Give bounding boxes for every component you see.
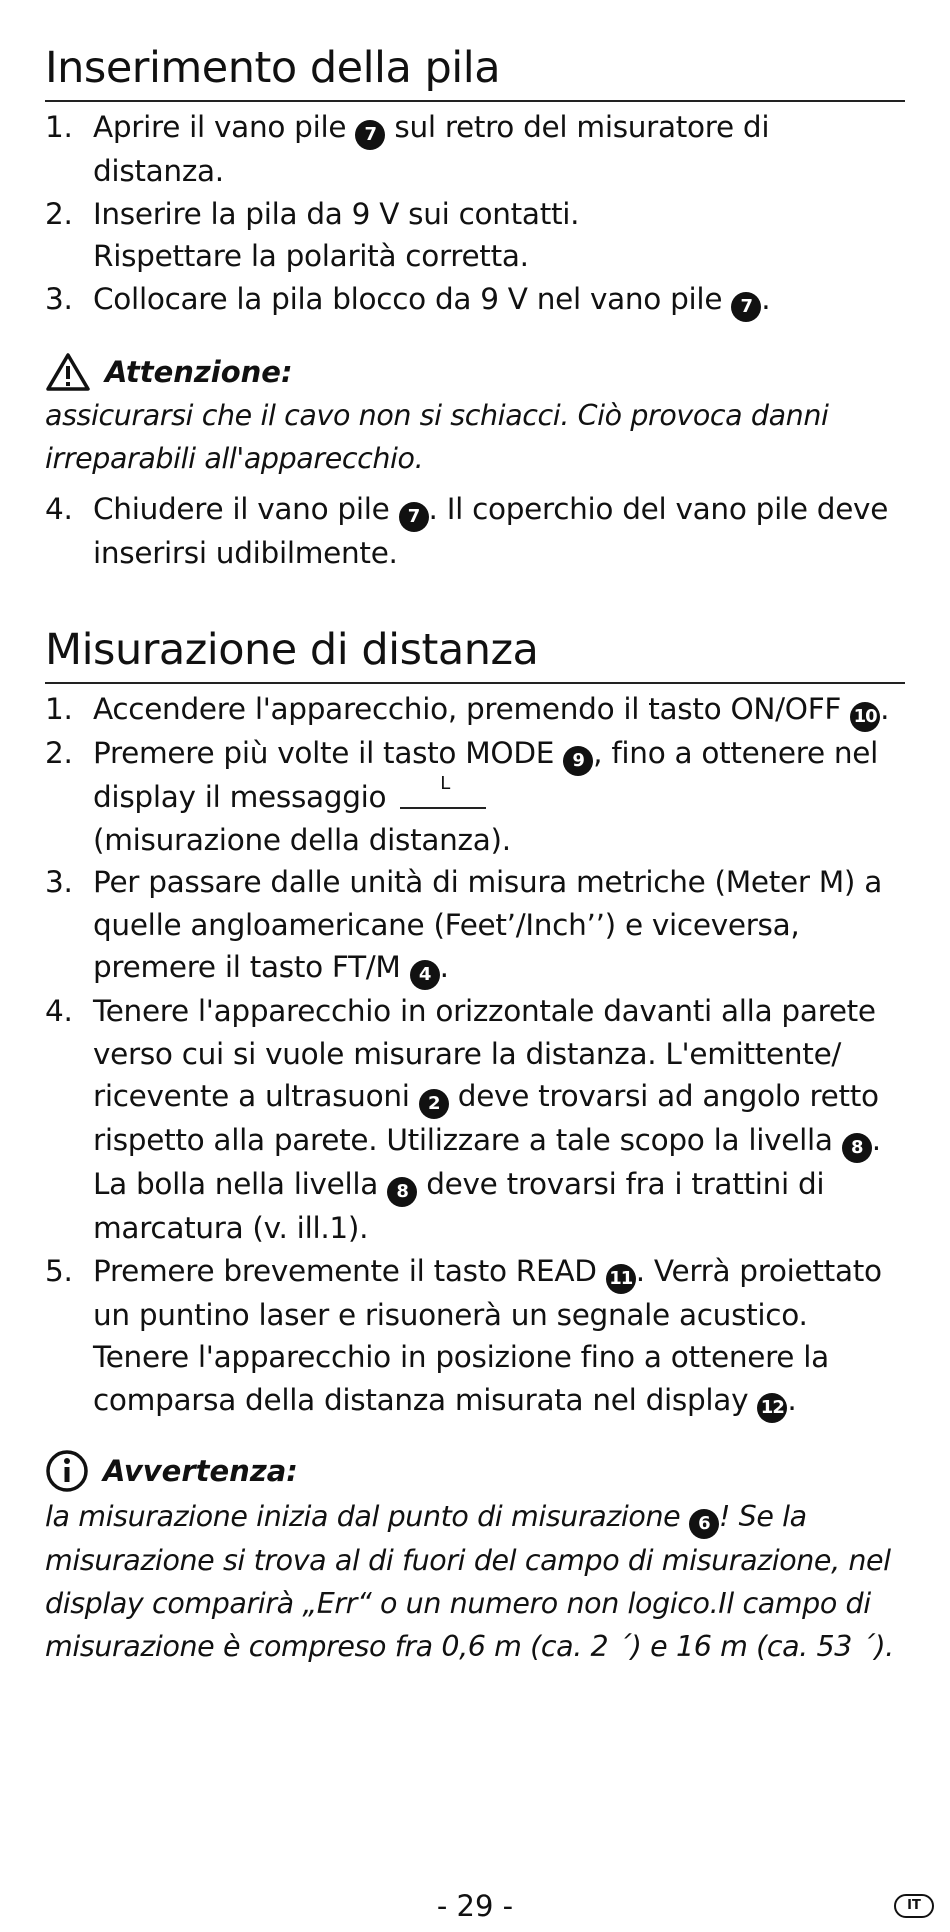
step-text: Inserire la pila da 9 V sui contatti. bbox=[93, 196, 580, 231]
step-text: . Verrà proiettato un puntino laser e risuonerà un segnale acustico. Tenere l'apparecchio in posizione fino a ottenere la comparsa della distanza misurata nel display bbox=[93, 1253, 882, 1417]
reference-number-badge: 7 bbox=[399, 502, 429, 532]
list-item bbox=[45, 278, 905, 322]
step-number: 5. bbox=[45, 1253, 73, 1288]
step-number: 2. bbox=[45, 196, 73, 231]
section-heading-battery: Inserimento della pila bbox=[45, 40, 905, 102]
step-text: . bbox=[761, 281, 771, 316]
list-item bbox=[45, 106, 905, 193]
page-number: - 29 - bbox=[436, 1889, 514, 1923]
list-item bbox=[45, 488, 905, 575]
distance-steps bbox=[45, 688, 905, 1423]
section-heading-distance: Misurazione di distanza bbox=[45, 622, 905, 684]
notice-text bbox=[45, 1495, 905, 1668]
lcd-symbol-letter: L bbox=[440, 773, 451, 794]
step-text: . Il coperchio del vano pile deve inserirsi udibilmente. bbox=[93, 491, 889, 570]
reference-number-badge: 10 bbox=[850, 702, 880, 732]
list-item bbox=[45, 732, 905, 861]
step-text: Premere più volte il tasto MODE bbox=[93, 736, 564, 770]
reference-number-badge: 12 bbox=[757, 1393, 787, 1423]
step-number: 4. bbox=[45, 994, 73, 1028]
notice-title: Avvertenza: bbox=[103, 1453, 298, 1488]
step-text: . bbox=[880, 692, 890, 726]
step-text: Per passare dalle unità di misura metriche (Meter M) a quelle angloamericane (Feet’/Inch’’) e viceversa, premere il tasto FT/M bbox=[93, 865, 883, 984]
step-number: 3. bbox=[45, 865, 73, 899]
reference-number-badge: 6 bbox=[689, 1509, 719, 1539]
step-text: Aprire il vano pile bbox=[93, 110, 356, 144]
step-text: sul retro del misuratore di distanza. bbox=[93, 110, 770, 188]
step-text: Premere brevemente il tasto READ bbox=[93, 1253, 606, 1288]
list-item bbox=[45, 688, 905, 732]
step-text: , fino a ottenere nel display il messaggio bbox=[93, 736, 879, 814]
reference-number-badge: 8 bbox=[842, 1133, 872, 1163]
warning-title: Attenzione: bbox=[105, 354, 293, 389]
battery-steps bbox=[45, 106, 905, 322]
reference-number-badge: 4 bbox=[410, 960, 440, 990]
language-badge: IT bbox=[894, 1894, 934, 1918]
step-text: Tenere l'apparecchio in orizzontale davanti alla parete verso cui si vuole misurare la distanza. L'emittente/ ricevente a ultrasuoni bbox=[93, 994, 876, 1113]
step-text: . bbox=[439, 950, 449, 984]
info-circle-icon bbox=[45, 1449, 89, 1493]
step-text: Chiudere il vano pile bbox=[93, 491, 399, 526]
warning-triangle-icon bbox=[45, 352, 91, 392]
step-number: 1. bbox=[45, 110, 73, 144]
reference-number-badge: 11 bbox=[606, 1264, 636, 1294]
list-item bbox=[45, 861, 905, 990]
step-text: (misurazione della distanza). bbox=[93, 822, 511, 857]
list-item bbox=[45, 193, 905, 278]
battery-steps-continued bbox=[45, 488, 905, 575]
step-text: Rispettare la polarità corretta. bbox=[93, 239, 529, 273]
step-number: 3. bbox=[45, 281, 73, 316]
step-text: deve trovarsi ad angolo retto rispetto alla parete. Utilizzare a tale scopo la livella bbox=[93, 1079, 879, 1157]
step-text: . bbox=[787, 1382, 797, 1417]
step-text: Accendere l'apparecchio, premendo il tasto ON/OFF bbox=[93, 692, 851, 726]
notice-text-part: ! Se la misurazione si trova al di fuori del campo di misurazione, nel display comparirà „Err“ o un numero non logico.Il campo di misurazione è compreso fra 0,6 m (ca. 2 ´) e 16 m (ca. 53 ´). bbox=[45, 1499, 894, 1663]
step-text: Collocare la pila blocco da 9 V nel vano pile bbox=[93, 281, 732, 316]
warning-text: assicurarsi che il cavo non si schiacci. Ciò provoca danni irreparabili all'apparecchio. bbox=[45, 398, 829, 475]
notice-heading bbox=[45, 1449, 905, 1493]
reference-number-badge: 9 bbox=[563, 746, 593, 776]
reference-number-badge: 7 bbox=[355, 120, 385, 150]
list-item bbox=[45, 990, 905, 1250]
reference-number-badge: 2 bbox=[419, 1089, 449, 1119]
notice-text-part: la misurazione inizia dal punto di misurazione bbox=[45, 1499, 689, 1533]
warning-heading bbox=[45, 352, 905, 392]
step-text: deve trovarsi fra i trattini di marcatura (v. ill.1). bbox=[93, 1167, 825, 1245]
manual-page bbox=[45, 40, 905, 1668]
lcd-length-symbol bbox=[400, 773, 486, 809]
step-number: 2. bbox=[45, 736, 73, 770]
list-item bbox=[45, 1250, 905, 1423]
step-number: 4. bbox=[45, 491, 73, 526]
step-number: 1. bbox=[45, 692, 73, 726]
reference-number-badge: 7 bbox=[731, 292, 761, 322]
reference-number-badge: 8 bbox=[387, 1177, 417, 1207]
step-text: . La bolla nella livella bbox=[93, 1123, 881, 1201]
